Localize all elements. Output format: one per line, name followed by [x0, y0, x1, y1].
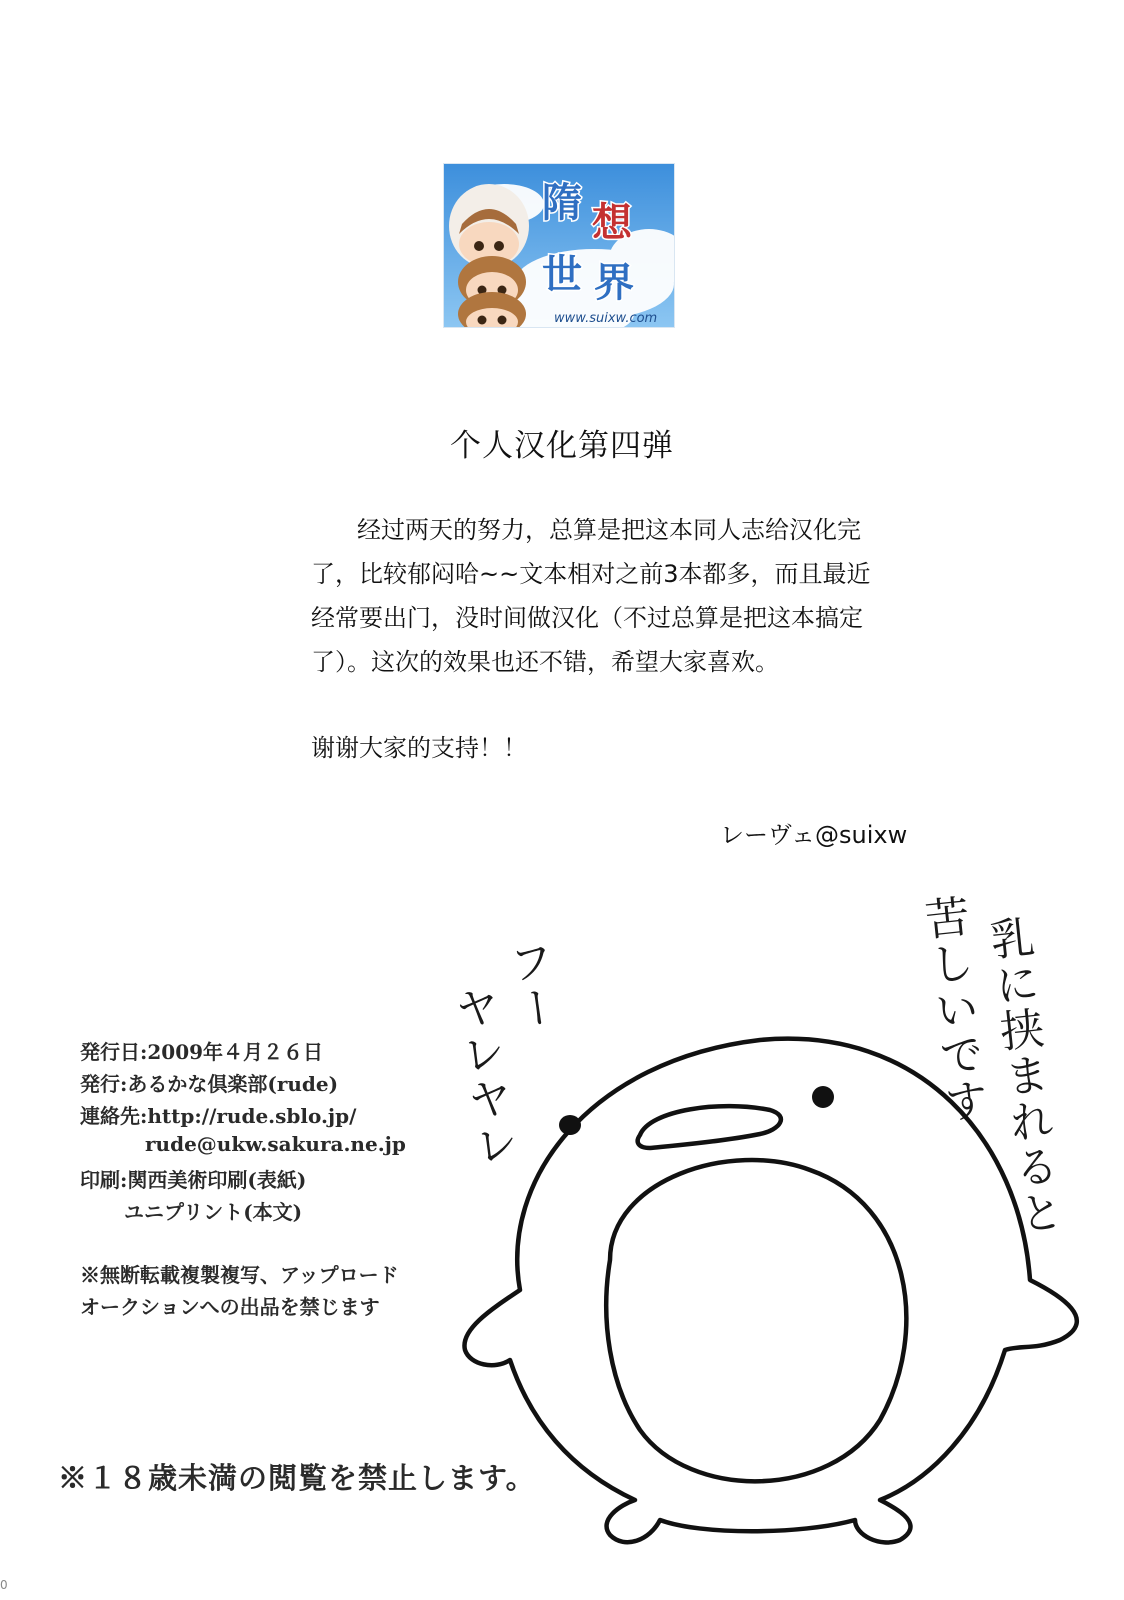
- colophon-notice-1: ※無断転載複製複写、アップロード: [80, 1263, 399, 1287]
- logo-char-3: 世: [542, 252, 582, 298]
- handwriting-col-1: 乳に挟まれると: [980, 913, 1065, 1239]
- colophon-notice-2: オークションへの出品を禁じます: [80, 1295, 380, 1319]
- logo-char-1: 隋: [542, 180, 582, 226]
- handwriting-col-2: 苦しいです: [915, 892, 990, 1127]
- note-body: 经过两天的努力，总算是把这本同人志给汉化完了，比较郁闷哈~~文本相对之前3本都多，而且最近经常要出门，没时间做汉化（不过总算是把这本搞定了）。这次的效果也还不错，希望大家喜欢。: [311, 516, 871, 676]
- colophon-contact: 連絡先:http://rude.sblo.jp/: [80, 1104, 357, 1128]
- logo-char-2: 想: [592, 200, 632, 246]
- note-title: 个人汉化第四弹: [450, 428, 674, 464]
- colophon-publisher: 発行:あるかな倶楽部(rude): [80, 1072, 339, 1096]
- handwriting-col-4: フー: [498, 936, 563, 1036]
- note-signature: レーヴェ@suixw: [720, 821, 908, 849]
- penguin-drawing: [460, 1030, 1100, 1550]
- colophon-email: rude@ukw.sakura.ne.jp: [145, 1132, 406, 1156]
- age-notice: ※１８歳未満の閲覧を禁止します。: [58, 1461, 536, 1495]
- note-thanks: 谢谢大家的支持！！: [311, 734, 527, 762]
- page-number: 0: [0, 1578, 8, 1592]
- colophon-date: 発行日:2009年４月２６日: [80, 1040, 324, 1064]
- handwriting-col-3: ヤレヤレ: [444, 982, 521, 1172]
- suixw-logo: [443, 163, 675, 328]
- logo-url: www.suixw.com: [554, 311, 658, 326]
- logo-char-4: 界: [594, 260, 634, 306]
- colophon-print: 印刷:関西美術印刷(表紙): [80, 1168, 307, 1192]
- colophon-print-2: ユニプリント(本文): [124, 1200, 303, 1224]
- chibi-characters: [449, 184, 529, 327]
